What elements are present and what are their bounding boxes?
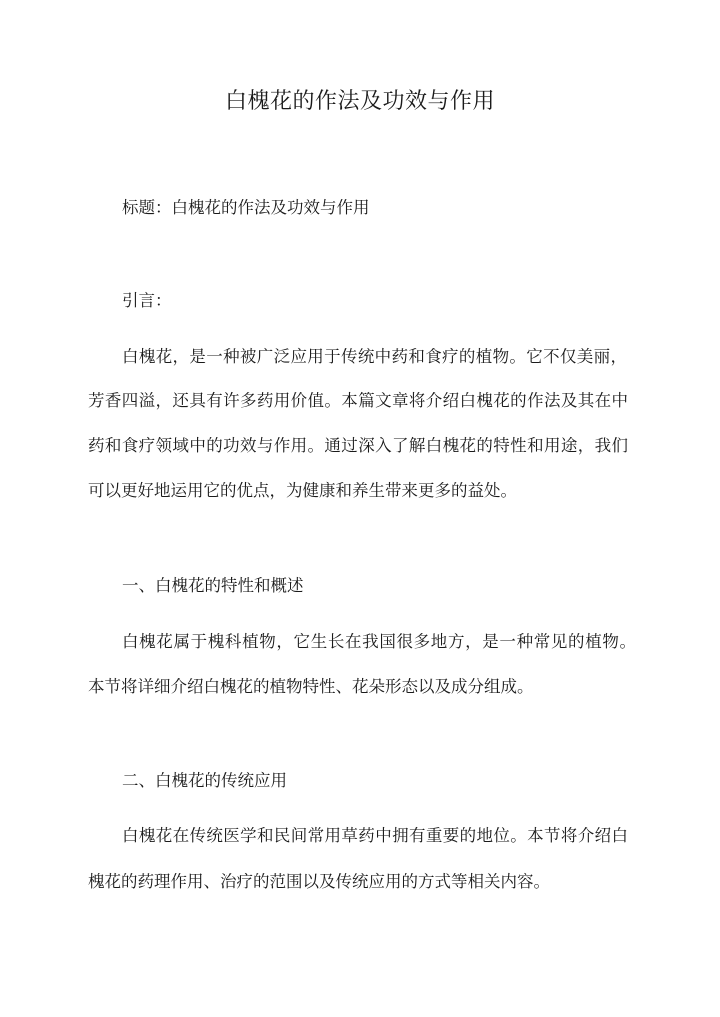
section2-line-2: 槐花的药理作用、治疗的范围以及传统应用的方式等相关内容。 xyxy=(88,872,550,891)
intro-line-4: 可以更好地运用它的优点，为健康和养生带来更多的益处。 xyxy=(88,481,517,500)
intro-line-3: 药和食疗领域中的功效与作用。通过深入了解白槐花的特性和用途，我们 xyxy=(88,436,628,455)
section1-heading: 一、白槐花的特性和概述 xyxy=(122,576,304,595)
section1-line-2: 本节将详细介绍白槐花的植物特性、花朵形态以及成分组成。 xyxy=(88,677,534,696)
section2-line-1: 白槐花在传统医学和民间常用草药中拥有重要的地位。本节将介绍白 xyxy=(122,826,628,845)
section2-heading: 二、白槐花的传统应用 xyxy=(122,771,287,790)
label-title: 标题：白槐花的作法及功效与作用 xyxy=(122,198,370,217)
section1-line-1: 白槐花属于槐科植物，它生长在我国很多地方，是一种常见的植物。 xyxy=(122,632,636,651)
intro-line-1: 白槐花，是一种被广泛应用于传统中药和食疗的植物。它不仅美丽， xyxy=(122,347,627,366)
intro-heading: 引言： xyxy=(122,291,172,310)
document-title: 白槐花的作法及功效与作用 xyxy=(224,89,495,114)
intro-line-2: 芳香四溢，还具有许多药用价值。本篇文章将介绍白槐花的作法及其在中 xyxy=(88,391,628,410)
